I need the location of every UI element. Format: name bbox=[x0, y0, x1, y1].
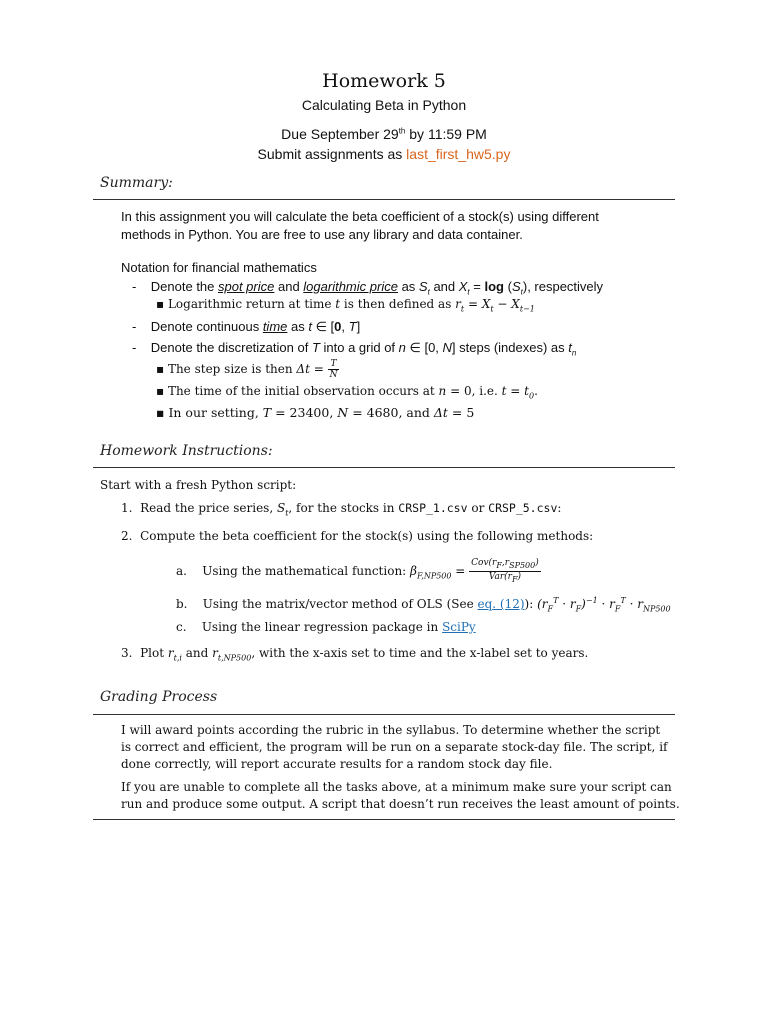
grading-paragraph-2: If you are unable to complete all the tasks above, at a minimum make sure your script can run and produce some output. A script that doesn’t run receives the least amount of points. bbox=[121, 780, 680, 811]
notation-bullet-time: - Denote continuous time as t ∈ [0, T] bbox=[132, 319, 361, 334]
instruction-item-2: 2. Compute the beta coefficient for the stock(s) using the following methods: bbox=[121, 529, 594, 543]
notation-subbullet-initial: ▪ The time of the initial observation occurs at n = 0, i.e. $t = t_0$. bbox=[156, 384, 538, 401]
summary-divider bbox=[93, 199, 675, 200]
instructions-heading: Homework Instructions: bbox=[100, 443, 273, 459]
notation-bullet-prices: - Denote the spot price and logarithmic price as $S_t$ and $X_t = \log (S_t)$, respectively bbox=[132, 279, 604, 297]
page-title: Homework 5 bbox=[322, 70, 446, 92]
instruction-subitem-a: a. Using the mathematical function: $\beta_{F,NP500}$ = $\frac{Cov(r_F,r_{SP500})}{Var(r_F)}$ bbox=[176, 558, 539, 584]
due-date: Due September 29th by 11:59 PM bbox=[281, 126, 487, 142]
eq-12-link[interactable]: eq. (12) bbox=[477, 597, 525, 611]
bottom-divider bbox=[93, 819, 675, 820]
grading-heading: Grading Process bbox=[100, 689, 218, 705]
grading-paragraph-1: I will award points according the rubric in the syllabus. To determine whether the script is correct and efficient, the program will be run on a separate stock-day file. The script, if done correctly, will report accurate results for a random stock day file. bbox=[121, 723, 668, 771]
instruction-subitem-b: b. Using the matrix/vector method of OLS (See eq. (12)): $(r_F^T \cdot r_F)^{-1} \cdot r_F^T \cdot r_{NP500}$ bbox=[176, 596, 671, 614]
grading-divider bbox=[93, 714, 675, 715]
instruction-item-3: 3. Plot $r_{t,i}$ and $r_{t,NP500}$, with the x-axis set to time and the x-label set to years. bbox=[121, 646, 589, 663]
notation-subbullet-setting: ▪ In our setting, T = 23400, N = 4680, and Δt = 5 bbox=[156, 405, 475, 420]
instructions-intro: Start with a fresh Python script: bbox=[100, 478, 297, 492]
instructions-divider bbox=[93, 467, 675, 468]
submit-instructions: Submit assignments as last_first_hw5.py bbox=[257, 146, 511, 162]
scipy-link[interactable]: SciPy bbox=[442, 620, 476, 634]
notation-bullet-discretization: - Denote the discretization of T into a grid of n ∈ [0, N] steps (indexes) as $t_n$ bbox=[132, 340, 577, 358]
submit-filename: last_first_hw5.py bbox=[406, 146, 511, 162]
page-subtitle: Calculating Beta in Python bbox=[301, 97, 467, 113]
notation-subbullet-stepsize: ▪ The step size is then Δt = $\frac{T}{N}$ bbox=[156, 359, 338, 380]
summary-intro: In this assignment you will calculate the beta coefficient of a stock(s) using different methods in Python. You are free to use any library and data container. bbox=[121, 209, 599, 242]
instruction-subitem-c: c. Using the linear regression package in SciPy bbox=[176, 620, 476, 634]
instruction-item-1: 1. Read the price series, $S_t$, for the stocks in CRSP_1.csv or CRSP_5.csv: bbox=[121, 501, 562, 518]
summary-heading: Summary: bbox=[100, 175, 173, 191]
notation-heading: Notation for financial mathematics bbox=[121, 260, 317, 275]
notation-subbullet-return: ▪ Logarithmic return at time t is then defined as $r_t = X_t - X_{t-1}$ bbox=[156, 297, 535, 314]
